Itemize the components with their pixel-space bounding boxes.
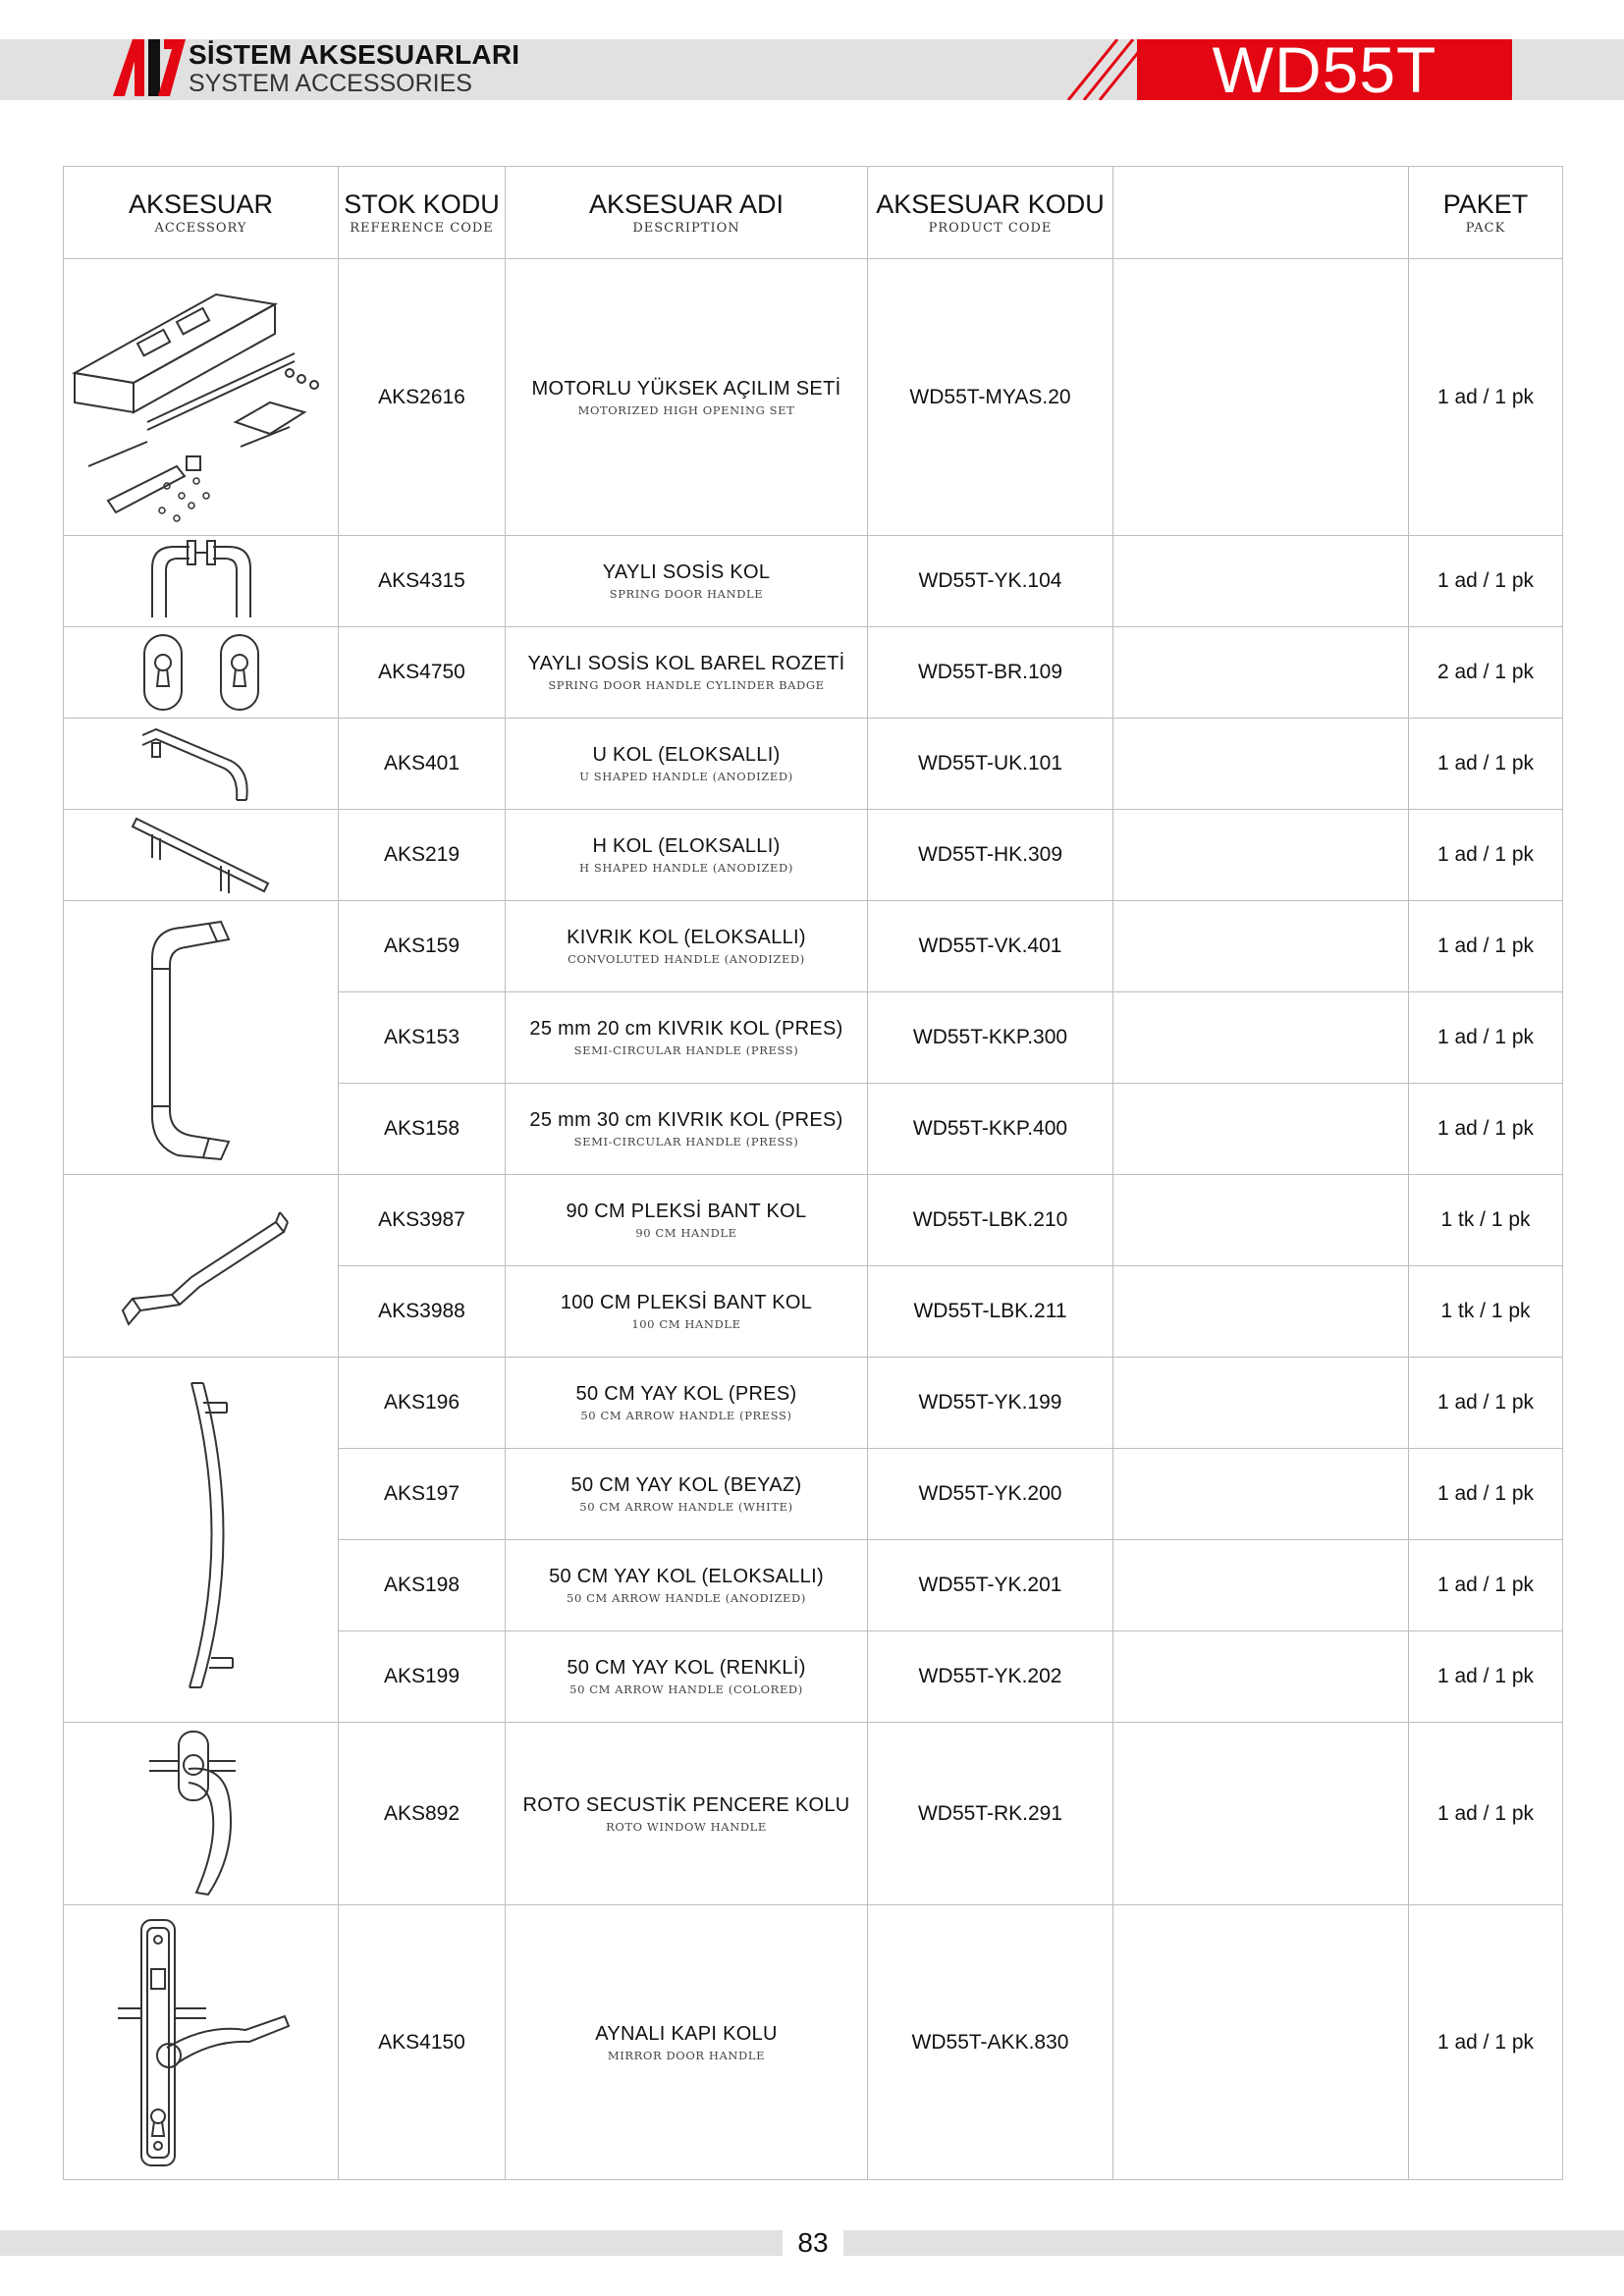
window-handle-image <box>64 1723 339 1905</box>
pack-info: 1 ad / 1 pk <box>1409 1723 1563 1905</box>
accessory-name: YAYLI SOSİS KOL BAREL ROZETİ SPRING DOOR HANDLE CYLINDER BADGE <box>506 627 868 719</box>
stock-code: AKS219 <box>339 810 506 901</box>
empty-cell <box>1113 536 1409 627</box>
stock-code: AKS4750 <box>339 627 506 719</box>
table-row <box>64 627 1563 719</box>
product-code: WD55T-LBK.210 <box>868 1175 1113 1266</box>
table-header-row <box>64 167 1563 259</box>
empty-cell <box>1113 992 1409 1084</box>
table-row <box>64 536 1563 627</box>
spring-door-handle-image <box>64 536 339 627</box>
pack-info: 1 ad / 1 pk <box>1409 1358 1563 1449</box>
stock-code: AKS401 <box>339 719 506 810</box>
accessory-name: AYNALI KAPI KOLU MIRROR DOOR HANDLE <box>506 1905 868 2180</box>
table-row <box>64 719 1563 810</box>
brand-title-en: SYSTEM ACCESSORIES <box>189 70 472 97</box>
product-code: WD55T-AKK.830 <box>868 1905 1113 2180</box>
pack-info: 1 ad / 1 pk <box>1409 1905 1563 2180</box>
page-number: 83 <box>783 2224 843 2262</box>
model-badge: WD55T <box>1137 39 1512 100</box>
stock-code: AKS197 <box>339 1449 506 1540</box>
pack-info: 2 ad / 1 pk <box>1409 627 1563 719</box>
empty-cell <box>1113 259 1409 536</box>
product-code: WD55T-RK.291 <box>868 1723 1113 1905</box>
stock-code: AKS4150 <box>339 1905 506 2180</box>
accessory-name: 90 CM PLEKSİ BANT KOL 90 CM HANDLE <box>506 1175 868 1266</box>
accessory-name: U KOL (ELOKSALLI) U SHAPED HANDLE (ANODIZED) <box>506 719 868 810</box>
stock-code: AKS3987 <box>339 1175 506 1266</box>
u-handle-image <box>64 719 339 810</box>
stock-code: AKS4315 <box>339 536 506 627</box>
cylinder-badge-image <box>64 627 339 719</box>
stock-code: AKS3988 <box>339 1266 506 1358</box>
empty-cell <box>1113 1631 1409 1723</box>
stock-code: AKS892 <box>339 1723 506 1905</box>
company-logo <box>111 37 186 98</box>
accessory-name: H KOL (ELOKSALLI) H SHAPED HANDLE (ANODIZED) <box>506 810 868 901</box>
accessory-table <box>63 166 1563 2180</box>
accessory-name: 50 CM YAY KOL (BEYAZ) 50 CM ARROW HANDLE (WHITE) <box>506 1449 868 1540</box>
product-code: WD55T-BR.109 <box>868 627 1113 719</box>
accessory-name: 50 CM YAY KOL (ELOKSALLI) 50 CM ARROW HANDLE (ANODIZED) <box>506 1540 868 1631</box>
empty-cell <box>1113 1175 1409 1266</box>
header-accessory: AKSESUAR ACCESSORY <box>64 167 339 259</box>
mirror-door-handle-image <box>64 1905 339 2180</box>
table-row <box>64 1905 1563 2180</box>
table-row <box>64 259 1563 536</box>
stock-code: AKS198 <box>339 1540 506 1631</box>
empty-cell <box>1113 1723 1409 1905</box>
stock-code: AKS2616 <box>339 259 506 536</box>
h-handle-image <box>64 810 339 901</box>
empty-cell <box>1113 1358 1409 1449</box>
pack-info: 1 ad / 1 pk <box>1409 810 1563 901</box>
product-code: WD55T-YK.200 <box>868 1449 1113 1540</box>
product-code: WD55T-KKP.400 <box>868 1084 1113 1175</box>
stock-code: AKS153 <box>339 992 506 1084</box>
stock-code: AKS159 <box>339 901 506 992</box>
pack-info: 1 tk / 1 pk <box>1409 1175 1563 1266</box>
pack-info: 1 ad / 1 pk <box>1409 1540 1563 1631</box>
accessory-name: MOTORLU YÜKSEK AÇILIM SETİ MOTORIZED HIGH OPENING SET <box>506 259 868 536</box>
band-handle-image <box>64 1175 339 1358</box>
accessory-name: 50 CM YAY KOL (RENKLİ) 50 CM ARROW HANDLE (COLORED) <box>506 1631 868 1723</box>
accessory-name: 25 mm 30 cm KIVRIK KOL (PRES) SEMI-CIRCULAR HANDLE (PRESS) <box>506 1084 868 1175</box>
stock-code: AKS158 <box>339 1084 506 1175</box>
header-pack: PAKET PACK <box>1409 167 1563 259</box>
empty-cell <box>1113 627 1409 719</box>
product-code: WD55T-KKP.300 <box>868 992 1113 1084</box>
pack-info: 1 ad / 1 pk <box>1409 719 1563 810</box>
pack-info: 1 ad / 1 pk <box>1409 536 1563 627</box>
empty-cell <box>1113 1266 1409 1358</box>
brand-title-tr: SİSTEM AKSESUARLARI <box>189 39 520 70</box>
stock-code: AKS199 <box>339 1631 506 1723</box>
empty-cell <box>1113 901 1409 992</box>
convoluted-handle-image <box>64 901 339 1175</box>
header-empty <box>1113 167 1409 259</box>
empty-cell <box>1113 810 1409 901</box>
empty-cell <box>1113 719 1409 810</box>
table-row <box>64 1175 1563 1266</box>
empty-cell <box>1113 1449 1409 1540</box>
motorized-opening-set-image <box>64 259 339 536</box>
empty-cell <box>1113 1540 1409 1631</box>
pack-info: 1 ad / 1 pk <box>1409 992 1563 1084</box>
product-code: WD55T-VK.401 <box>868 901 1113 992</box>
accessory-name: 100 CM PLEKSİ BANT KOL 100 CM HANDLE <box>506 1266 868 1358</box>
pack-info: 1 ad / 1 pk <box>1409 1631 1563 1723</box>
table-row <box>64 901 1563 992</box>
pack-info: 1 tk / 1 pk <box>1409 1266 1563 1358</box>
arrow-handle-image <box>64 1358 339 1723</box>
header-stock-code: STOK KODU REFERENCE CODE <box>339 167 506 259</box>
header-product-code: AKSESUAR KODU PRODUCT CODE <box>868 167 1113 259</box>
pack-info: 1 ad / 1 pk <box>1409 1449 1563 1540</box>
pack-info: 1 ad / 1 pk <box>1409 901 1563 992</box>
product-code: WD55T-MYAS.20 <box>868 259 1113 536</box>
table-row <box>64 1723 1563 1905</box>
accessory-name: 25 mm 20 cm KIVRIK KOL (PRES) SEMI-CIRCULAR HANDLE (PRESS) <box>506 992 868 1084</box>
table-row <box>64 1358 1563 1449</box>
table-row <box>64 810 1563 901</box>
accessory-name: YAYLI SOSİS KOL SPRING DOOR HANDLE <box>506 536 868 627</box>
pack-info: 1 ad / 1 pk <box>1409 259 1563 536</box>
product-code: WD55T-LBK.211 <box>868 1266 1113 1358</box>
empty-cell <box>1113 1084 1409 1175</box>
pack-info: 1 ad / 1 pk <box>1409 1084 1563 1175</box>
accessory-name: ROTO SECUSTİK PENCERE KOLU ROTO WINDOW HANDLE <box>506 1723 868 1905</box>
product-code: WD55T-HK.309 <box>868 810 1113 901</box>
accessory-name: KIVRIK KOL (ELOKSALLI) CONVOLUTED HANDLE (ANODIZED) <box>506 901 868 992</box>
product-code: WD55T-YK.199 <box>868 1358 1113 1449</box>
header-accessory-name: AKSESUAR ADI DESCRIPTION <box>506 167 868 259</box>
product-code: WD55T-YK.104 <box>868 536 1113 627</box>
product-code: WD55T-UK.101 <box>868 719 1113 810</box>
accessory-name: 50 CM YAY KOL (PRES) 50 CM ARROW HANDLE (PRESS) <box>506 1358 868 1449</box>
empty-cell <box>1113 1905 1409 2180</box>
stock-code: AKS196 <box>339 1358 506 1449</box>
product-code: WD55T-YK.201 <box>868 1540 1113 1631</box>
product-code: WD55T-YK.202 <box>868 1631 1113 1723</box>
